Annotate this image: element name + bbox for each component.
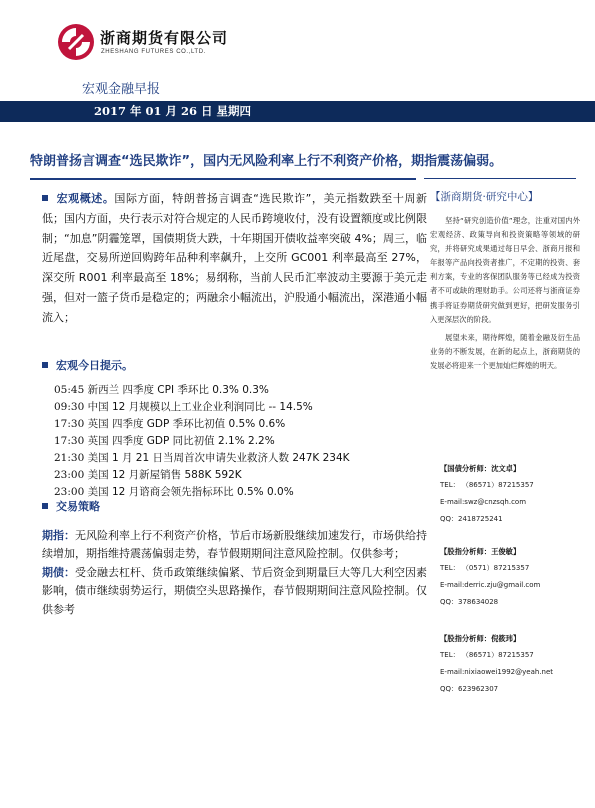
strategy-title-text: 交易策略 — [56, 500, 100, 513]
analyst-email[interactable]: E-mail:swz@cnzsqh.com — [440, 498, 527, 506]
headline-rule-main — [30, 178, 416, 180]
analyst-email[interactable]: E-mail:derric.zju@gmail.com — [440, 581, 541, 589]
analyst-card — [440, 460, 585, 528]
analyst-qq: QQ：623962307 — [440, 685, 499, 693]
today-title-text: 宏观今日提示。 — [56, 359, 133, 372]
report-date: 2017 年 01 月 26 日 星期四 — [94, 104, 252, 118]
sidebar-paragraph: 展望未来，期待辉煌，随着金融及衍生品业务的不断发展，在新的起点上，浙商期货的发展必将迎来一个更加灿烂辉煌的明天。 — [430, 332, 580, 370]
event-list — [54, 382, 350, 501]
overview-paragraph — [42, 189, 427, 328]
strategy-section-title — [42, 497, 100, 516]
bullet-icon — [42, 195, 48, 201]
today-section-title — [42, 356, 133, 375]
list-item: 05:45 新西兰 四季度 CPI 季环比 0.3% 0.3% — [54, 384, 269, 396]
strategy-item-bond-futures: 期债：受金融去杠杆、货币政策继续偏紧、节后资金到期量巨大等几大利空因素影响，债市继续弱势运行，期债空头思路操作，春节假期期间注意风险控制。仅供参考 — [42, 565, 427, 616]
analyst-card — [440, 630, 585, 698]
analyst-email[interactable]: E-mail:nixiaowei1992@yeah.net — [440, 668, 554, 676]
analyst-title: 【国债分析师：沈文卓】 — [440, 464, 521, 473]
analyst-title: 【股指分析师：倪筱玮】 — [440, 634, 521, 643]
strategy-body — [42, 527, 427, 619]
zheshang-logo-icon — [56, 22, 96, 62]
analyst-qq: QQ：378634028 — [440, 598, 499, 606]
bullet-icon — [42, 503, 48, 509]
sidebar-intro — [430, 214, 580, 373]
analyst-card — [440, 543, 585, 611]
report-type: 宏观金融早报 — [82, 82, 161, 97]
list-item: 17:30 英国 四季度 GDP 季环比初值 0.5% 0.6% — [54, 418, 286, 430]
overview-lead: 宏观概述。 — [56, 192, 115, 205]
list-item: 09:30 中国 12 月规模以上工业企业利润同比 -- 14.5% — [54, 401, 313, 413]
main-column — [42, 189, 427, 513]
analyst-qq: QQ：2418725241 — [440, 515, 503, 523]
bullet-icon — [42, 362, 48, 368]
headline-rule-side — [424, 178, 576, 179]
list-item: 17:30 英国 四季度 GDP 同比初值 2.1% 2.2% — [54, 435, 275, 447]
list-item: 23:00 美国 12 月新屋销售 588K 592K — [54, 469, 242, 481]
analyst-tel: TEL： （86571）87215357 — [440, 481, 534, 489]
sidebar-title: 【浙商期货·研究中心】 — [430, 191, 539, 203]
strategy-item-index-futures: 期指：无风险利率上行不利资产价格，节后市场新股继续加速发行，市场供给持续增加，期指维持震荡偏弱走势，春节假期期间注意风险控制。仅供参考； — [42, 529, 427, 561]
sidebar — [430, 189, 580, 373]
date-bar — [0, 101, 595, 122]
analyst-title: 【股指分析师：王俊敏】 — [440, 547, 521, 556]
brand-name-en: ZHESHANG FUTURES CO.,LTD. — [101, 49, 206, 55]
analyst-tel: TEL： （0571）87215357 — [440, 564, 530, 572]
analyst-tel: TEL： （86571）87215357 — [440, 651, 534, 659]
overview-text: 国际方面，特朗普扬言调查“选民欺诈”，美元指数跌至十周新低；国内方面，央行表示对符合规定的人民币跨境收付，没有设置额度或比例限制；“加息”阴霾笼罩，国债期货大跌，十年期国开债收益率突破 4%；周三，临近尾盘，交易所逆回购跨年品种利率飙升，上交所 GC001 利率最高至 27%，深交所 R001 利率最高至 18%；易纲称，当前人民币汇率波动主要源于美元走强，但对一篮子货币是稳定的；两融余小幅流出，沪股通小幅流出，深港通小幅流入； — [42, 192, 427, 324]
list-item: 21:30 美国 1 月 21 日当周首次申请失业救济人数 247K 234K — [54, 452, 350, 464]
sidebar-paragraph: 坚持“研究创造价值”理念，注重对国内外宏观经济、政策导向和投资策略等领域的研究，并将研究成果通过每日早会、浙商月报和年报等产品向投资者推广，不定期的投资、套利方案，专业的客保团队服务等已经成为投资者不可或缺的理财助手。公司还将与浙商证券携手将证券期货研究做到更好，把研发服务引入更深层次的阶段。 — [430, 216, 580, 324]
list-item: 23:00 美国 12 月谘商会领先指标环比 0.5% 0.0% — [54, 486, 294, 498]
brand-name-cn: 浙商期货有限公司 — [100, 29, 229, 47]
page-headline: 特朗普扬言调查“选民欺诈”，国内无风险利率上行不利资产价格，期指震荡偏弱。 — [30, 154, 503, 169]
